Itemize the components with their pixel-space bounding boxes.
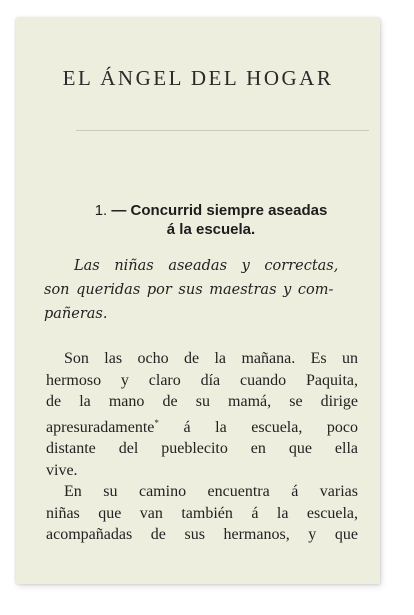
lesson-motto bbox=[44, 254, 358, 326]
lesson-number: 1. bbox=[94, 202, 108, 219]
body-line: En su camino encuentra á varias bbox=[64, 483, 358, 500]
body-line: acompañadas de sus hermanos, y que bbox=[46, 526, 358, 543]
lesson-heading bbox=[66, 201, 356, 239]
body-line-with-footnote bbox=[46, 413, 358, 439]
body-line: de la mano de su mamá, se dirige bbox=[46, 393, 358, 410]
motto-line: pañeras. bbox=[44, 306, 108, 322]
body-word: apresuradamente bbox=[46, 418, 155, 436]
body-line: Son las ocho de la mañana. Es un bbox=[64, 350, 358, 367]
body-line: niñas que van también á la escuela, bbox=[46, 504, 358, 522]
body-line: vive. bbox=[46, 461, 78, 479]
header-rule bbox=[76, 130, 369, 131]
running-header-title: EL ÁNGEL DEL HOGAR bbox=[62, 66, 334, 90]
motto-line: son queridas por sus maestras y com- bbox=[44, 282, 334, 298]
lesson-title-line2: á la escuela. bbox=[166, 221, 256, 238]
lesson-dash: — bbox=[111, 202, 127, 219]
body-word: á la escuela, poco bbox=[183, 418, 359, 436]
footnote-mark: * bbox=[154, 417, 159, 428]
body-line: hermoso y claro día cuando Paquita, bbox=[46, 371, 358, 389]
lesson-body bbox=[46, 348, 358, 546]
motto-line: Las niñas aseadas y correctas, bbox=[74, 258, 339, 274]
body-line: distante del pueblecito en que ella bbox=[46, 440, 358, 457]
lesson-heading-line1 bbox=[66, 201, 356, 220]
book-page bbox=[16, 18, 380, 584]
lesson-title-line1: Concurrid siempre aseadas bbox=[130, 202, 328, 219]
